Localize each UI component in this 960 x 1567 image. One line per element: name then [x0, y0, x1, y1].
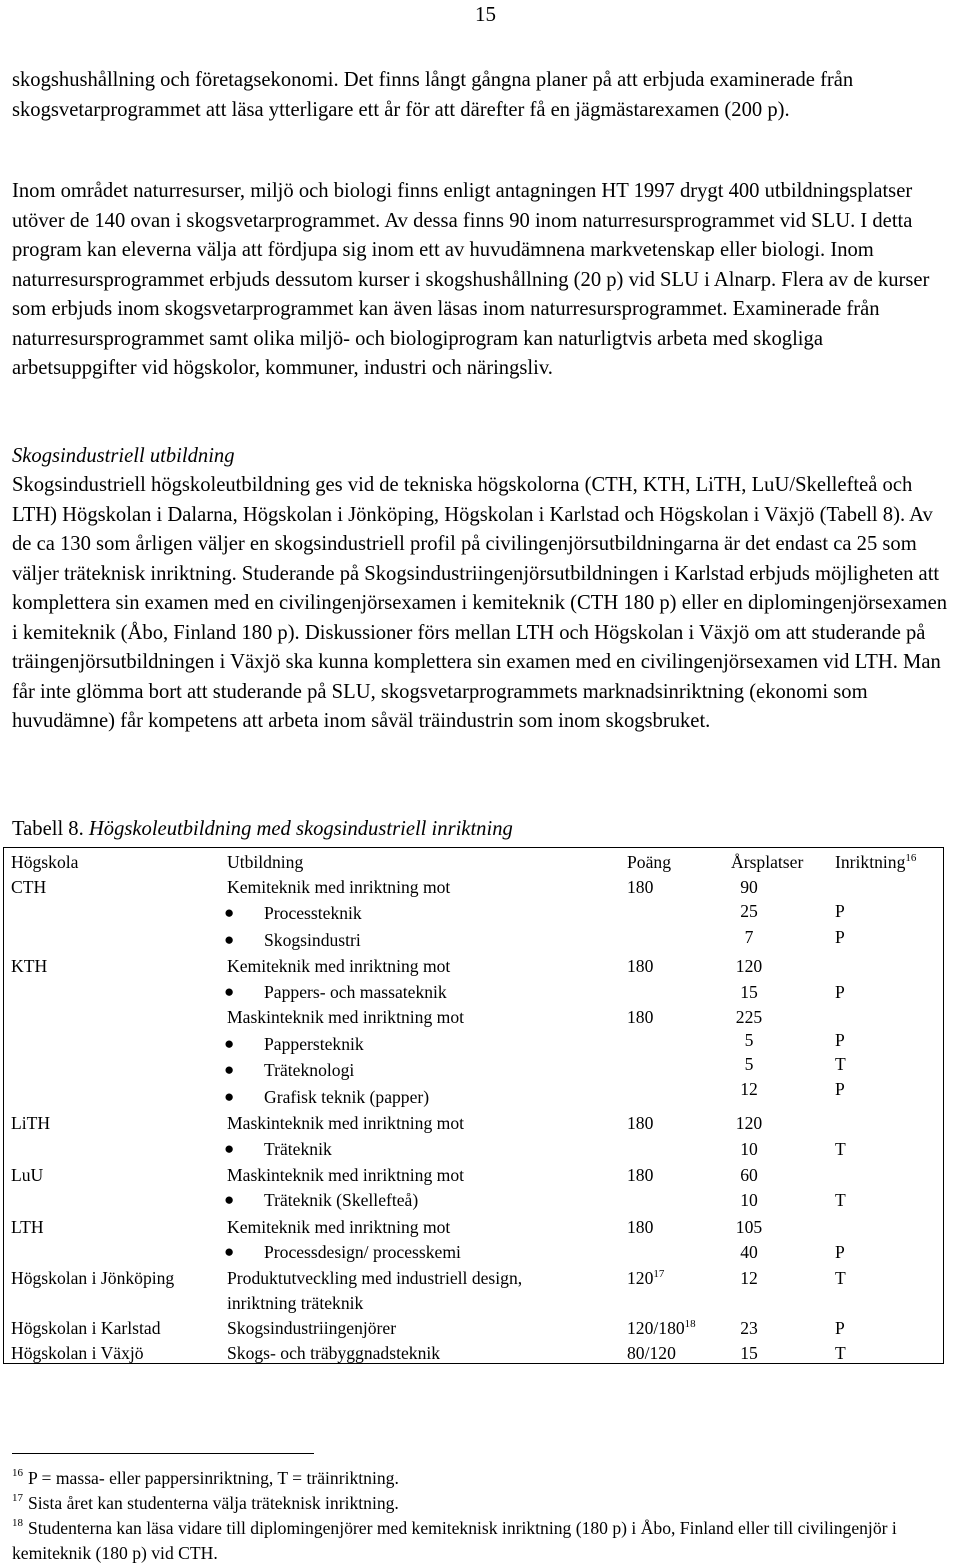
bullet-icon: ● [224, 1242, 235, 1261]
cell-direction: T [835, 1190, 846, 1210]
cell-direction: T [835, 1139, 846, 1159]
cell-points: 180 [627, 1113, 654, 1133]
cell-program: Träteknik (Skellefteå) [264, 1190, 419, 1210]
cell-points: 180 [627, 1007, 654, 1027]
header-program: Utbildning [227, 852, 304, 872]
cell-program: Kemiteknik med inriktning mot [227, 956, 451, 976]
cell-school: LuU [11, 1165, 44, 1185]
cell-direction: P [835, 927, 845, 947]
bullet-icon: ● [224, 1190, 235, 1209]
header-seats: Årsplatser [731, 852, 804, 872]
cell-points: 180 [627, 877, 654, 897]
cell-seats: 225 [735, 1007, 763, 1027]
header-points: Poäng [627, 852, 671, 872]
footnote-number: 16 [12, 1467, 23, 1479]
cell-program: Maskinteknik med inriktning mot [227, 1113, 465, 1133]
cell-seats: 23 [740, 1318, 758, 1338]
footnote-18 [12, 1516, 947, 1565]
footnote-text: Studenterna kan läsa vidare till diplomingenjörer med kemiteknisk inriktning (180 p) i Åbo, Finland eller till civilingenjör i kemiteknik (180 p) vid CTH. [12, 1518, 897, 1563]
footnote-16 [12, 1466, 947, 1491]
cell-seats: 120 [735, 956, 763, 976]
cell-school: Högskolan i Karlstad [11, 1318, 161, 1338]
header-school: Högskola [11, 852, 79, 872]
footnote-ref-18: 18 [684, 1318, 696, 1330]
footnote-text: P = massa- eller pappersinriktning, T = träinriktning. [28, 1468, 399, 1488]
cell-direction: P [835, 1242, 845, 1262]
cell-direction: P [835, 1318, 845, 1338]
cell-direction: T [835, 1343, 846, 1363]
cell-school: LTH [11, 1217, 44, 1237]
cell-direction: P [835, 901, 845, 921]
cell-program: Pappersteknik [264, 1034, 364, 1054]
cell-program: Produktutveckling med industriell design, [227, 1268, 523, 1288]
page-number: 15 [475, 2, 496, 26]
footnote-number: 17 [12, 1492, 23, 1504]
bullet-icon: ● [224, 930, 235, 949]
cell-program: Skogs- och träbyggnadsteknik [227, 1343, 441, 1363]
footnote-ref-16: 16 [905, 852, 917, 864]
cell-points: $120/180^{18}$ [627, 1318, 696, 1338]
cell-seats: 7 [744, 927, 754, 947]
cell-direction: P [835, 1079, 845, 1099]
table-caption-label: Tabell 8. [12, 818, 84, 840]
footnote-ref-17: 17 [653, 1268, 665, 1280]
bullet-icon: ● [224, 1060, 235, 1079]
cell-seats: 15 [740, 982, 758, 1002]
footnote-17 [12, 1491, 947, 1516]
cell-seats: 12 [740, 1079, 758, 1099]
bullet-icon: ● [224, 1087, 235, 1106]
cell-direction: P [835, 1030, 845, 1050]
cell-program: Grafisk teknik (papper) [264, 1087, 430, 1107]
footnote-text: Sista året kan studenterna välja träteknisk inriktning. [28, 1493, 399, 1513]
cell-program: Processdesign/ processkemi [264, 1242, 461, 1262]
cell-seats: 60 [740, 1165, 758, 1185]
cell-seats: 5 [744, 1054, 754, 1074]
cell-points: 180 [627, 956, 654, 976]
header-direction-label: Inriktning [835, 852, 906, 872]
cell-points: 80/120 [627, 1343, 676, 1363]
cell-program: Skogsindustri [264, 930, 361, 950]
bullet-icon: ● [224, 1139, 235, 1158]
cell-points: 180 [627, 1165, 654, 1185]
cell-seats: 5 [744, 1030, 754, 1050]
cell-points: $120^{17}$ [627, 1268, 665, 1288]
cell-direction: T [835, 1268, 846, 1288]
cell-program: Maskinteknik med inriktning mot [227, 1007, 465, 1027]
bullet-icon: ● [224, 1034, 235, 1053]
cell-program: Maskinteknik med inriktning mot [227, 1165, 465, 1185]
table-caption-title: Högskoleutbildning med skogsindustriell inriktning [88, 818, 513, 840]
cell-program: inriktning träteknik [227, 1293, 364, 1313]
table-caption [12, 815, 513, 844]
header-direction [835, 851, 916, 873]
cell-program: Pappers- och massateknik [264, 982, 447, 1002]
paragraph-3: Skogsindustriell högskoleutbildning ges vid de tekniska högskolorna (CTH, KTH, LiTH, LuU/Skellefteå och LTH) Högskolan i Dalarna, Högskolan i Jönköping, Högskolan i Karlstad och Högskolan i Växjö (Tabell 8). Av de ca 130 som årligen väljer en skogsindustriell profil på civilingenjörsutbildningarna är det endast ca 25 som väljer träteknisk inriktning. Studerande på Skogsindustriingenjörsutbildningen i Karlstad erbjuds möjligheten att komplettera sin examen med en civilingenjörsexamen i kemiteknik (CTH 180 p) eller en diplomingenjörsexamen i kemiteknik (Åbo, Finland 180 p). Diskussioner förs mellan LTH och Högskolan i Växjö om att studerande på träingenjörsutbildningen i Växjö ska kunna komplettera sin examen med en civilingenjörsexamen vid LTH. Man får inte glömma bort att studerande på SLU, skogsvetarprogrammets marknadsinriktning (ekonomi som huvudämne) får kompetens att arbeta inom såväl träindustrin som inom skogsbruket. [12, 474, 948, 732]
cell-program: Träteknologi [264, 1060, 355, 1080]
bullet-icon: ● [224, 903, 235, 922]
section-heading: Skogsindustriell utbildning [12, 445, 235, 467]
cell-seats: 10 [740, 1190, 758, 1210]
cell-seats: 25 [740, 901, 758, 921]
cell-school: LiTH [11, 1113, 51, 1133]
footnote-divider [12, 1453, 314, 1454]
cell-program: Kemiteknik med inriktning mot [227, 877, 451, 897]
cell-seats: 120 [735, 1113, 763, 1133]
cell-program: Träteknik [264, 1139, 332, 1159]
cell-school: KTH [11, 956, 48, 976]
cell-seats: 12 [740, 1268, 758, 1288]
cell-program: Kemiteknik med inriktning mot [227, 1217, 451, 1237]
bullet-icon: ● [224, 982, 235, 1001]
cell-program: Skogsindustriingenjörer [227, 1318, 397, 1338]
paragraph-1: skogshushållning och företagsekonomi. Det finns långt gångna planer på att erbjuda examinerade från skogsvetarprogrammet att läsa ytterligare ett år för att därefter få en jägmästarexamen (200 p). [12, 69, 854, 121]
cell-direction: T [835, 1054, 846, 1074]
cell-program: Processteknik [264, 903, 362, 923]
footnote-number: 18 [12, 1517, 23, 1529]
cell-school: Högskolan i Växjö [11, 1343, 144, 1363]
cell-seats: 105 [735, 1217, 763, 1237]
cell-school: CTH [11, 877, 47, 897]
paragraph-2: Inom området naturresurser, miljö och biologi finns enligt antagningen HT 1997 drygt 400 utbildningsplatser utöver de 140 ovan i skogsvetarprogrammet. Av dessa finns 90 inom naturresursprogrammet vid SLU. I detta program kan eleverna välja att fördjupa sig inom ett av huvudämnena markvetenskap eller biologi. Inom naturresursprogrammet erbjuds dessutom kurser i skogshushållning (20 p) vid SLU i Alnarp. Flera av de kurser som erbjuds inom skogsvetarprogrammet kan även läsas inom naturresursprogrammet. Examinerade från naturresursprogrammet samt olika miljö- och biologiprogram kan naturligtvis arbeta med skogliga arbetsuppgifter vid högskolor, kommuner, industri och näringsliv. [12, 180, 930, 379]
cell-points: 180 [627, 1217, 654, 1237]
cell-seats: 40 [740, 1242, 758, 1262]
cell-seats: 10 [740, 1139, 758, 1159]
cell-school: Högskolan i Jönköping [11, 1268, 175, 1288]
cell-seats: 15 [740, 1343, 758, 1363]
cell-seats: 90 [740, 877, 758, 897]
cell-direction: P [835, 982, 845, 1002]
